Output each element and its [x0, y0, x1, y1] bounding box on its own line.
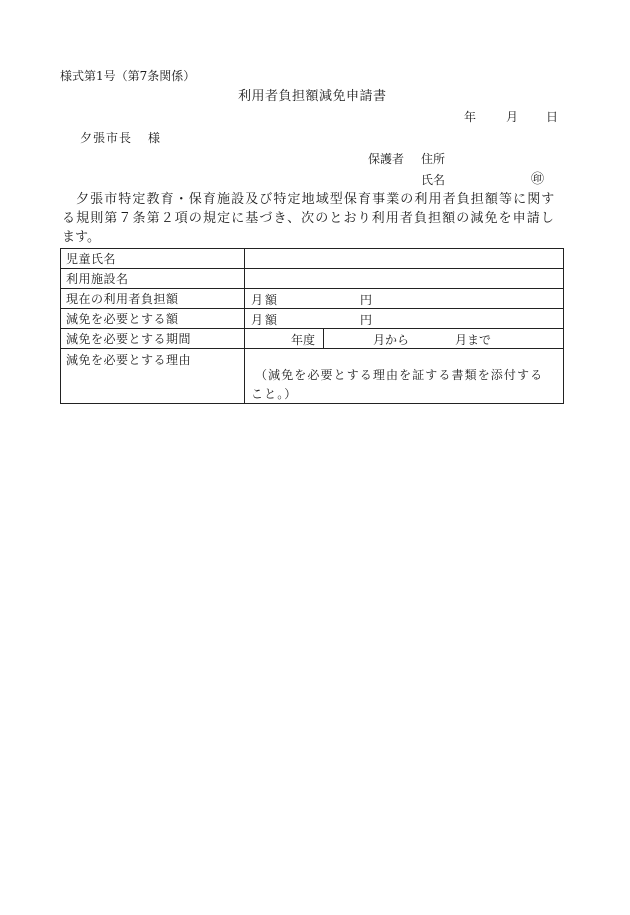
form-number: 様式第1号（第7条関係） [60, 69, 196, 83]
reduction-amount-label: 減免を必要とする額 [61, 309, 245, 329]
reduction-amount-field[interactable] [245, 309, 564, 329]
month-range-cell[interactable] [324, 329, 563, 348]
child-name-label: 児童氏名 [61, 249, 245, 269]
reduction-period-field[interactable] [245, 329, 564, 349]
table-row [61, 349, 564, 404]
child-name-field[interactable] [245, 249, 564, 269]
facility-name-field[interactable] [245, 269, 564, 289]
document-title: 利用者負担額減免申請書 [238, 89, 387, 104]
table-row [61, 329, 564, 349]
name-label: 氏名 [421, 173, 446, 187]
facility-name-label: 利用施設名 [61, 269, 245, 289]
reduction-reason-field[interactable] [245, 349, 564, 404]
reduction-amount-prefix: 月額 [251, 313, 280, 327]
addressee-name: 夕張市長 [80, 131, 133, 145]
current-fee-unit: 円 [360, 293, 373, 307]
table-row [61, 289, 564, 309]
current-fee-field[interactable] [245, 289, 564, 309]
application-text-line: ます。 [62, 230, 100, 245]
application-text-line: 夕張市特定教育・保育施設及び特定地域型保育事業の利用者負担額等に関す [76, 192, 556, 207]
table-row [61, 249, 564, 269]
reduction-reason-label: 減免を必要とする理由 [61, 349, 245, 404]
date-day-label: 日 [546, 110, 559, 124]
attachment-note-line: こと。） [251, 387, 298, 401]
reduction-amount-unit: 円 [360, 313, 373, 327]
application-table [60, 248, 564, 404]
date-month-label: 月 [506, 110, 519, 124]
current-fee-label: 現在の利用者負担額 [61, 289, 245, 309]
seal-mark: ㊞ [531, 172, 545, 187]
fiscal-year-cell[interactable] [245, 329, 324, 348]
from-month-label: 月から [373, 333, 410, 347]
application-text [62, 190, 562, 247]
table-row [61, 309, 564, 329]
current-fee-prefix: 月額 [251, 293, 280, 307]
fiscal-year-label: 年度 [291, 333, 316, 347]
addressee-honorific: 様 [148, 131, 161, 145]
address-label: 住所 [421, 152, 446, 166]
applicant-role: 保護者 [368, 152, 405, 166]
reduction-period-label: 減免を必要とする期間 [61, 329, 245, 349]
date-year-label: 年 [464, 110, 477, 124]
table-row [61, 269, 564, 289]
application-text-line: る規則第７条第２項の規定に基づき、次のとおり利用者負担額の減免を申請し [62, 211, 555, 226]
to-month-label: 月まで [455, 333, 492, 347]
attachment-note-line: （減免を必要とする理由を証する書類を添付する [255, 368, 544, 382]
